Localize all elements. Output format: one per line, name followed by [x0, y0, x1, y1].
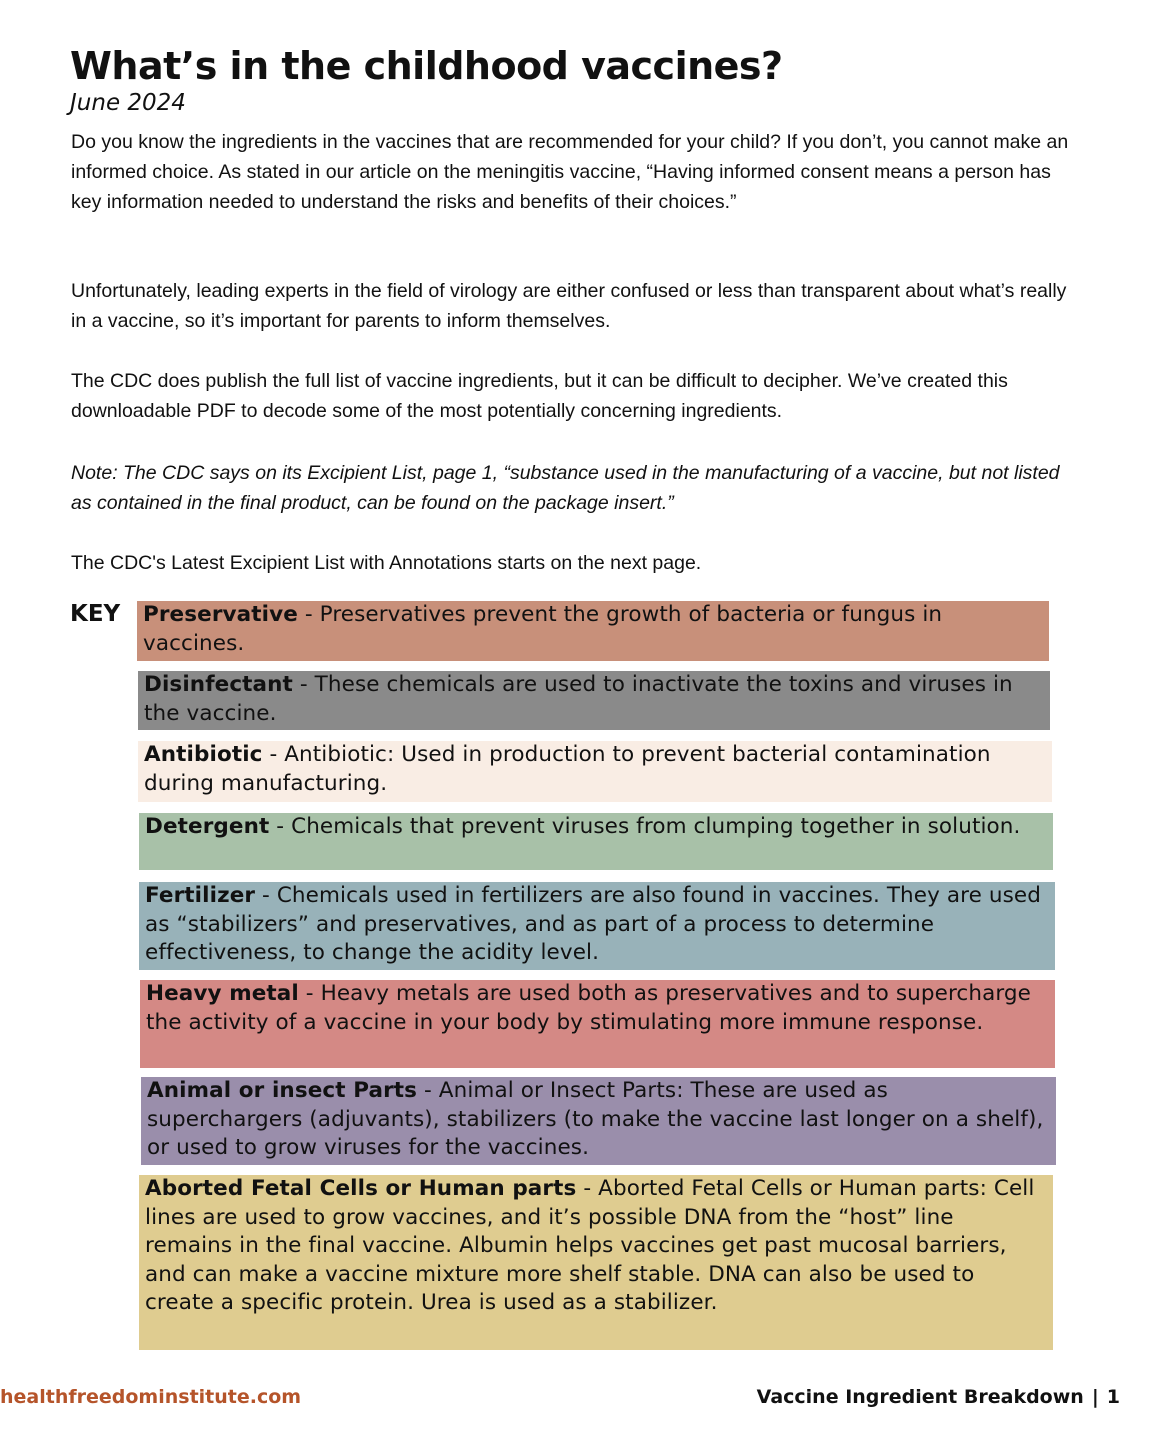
website-link[interactable]: healthfreedominstitute.com — [0, 1386, 302, 1408]
key-description: - Preservatives prevent the growth of bacteria or fungus in vaccines. — [143, 602, 943, 656]
key-description: - Antibiotic: Used in production to prevent bacterial contamination during manufacturing. — [144, 742, 991, 796]
page-title: What’s in the childhood vaccines? — [70, 44, 783, 88]
key-description: - Aborted Fetal Cells or Human parts: Cell lines are used to grow vaccines, and it’s possible DNA from the “host” line remains in the final vaccine. Albumin helps vaccines get past mucosal barriers, and can make a vaccine mixture more shelf stable. DNA can also be used to create a specific protein. Urea is used as a stabilizer. — [145, 1176, 1035, 1315]
key-term: Heavy metal — [146, 981, 299, 1006]
page-number: 1 — [1106, 1386, 1120, 1408]
note-paragraph: Note: The CDC says on its Excipient List, page 1, “substance used in the manufacturing of a vaccine, but not listed as contained in the final product, can be found on the package insert.” — [71, 462, 1060, 514]
key-item-antibiotic — [138, 741, 1052, 802]
key-item-heavy-metal — [140, 980, 1055, 1068]
key-item-fetal-cells-human-parts — [139, 1175, 1053, 1350]
key-term: Disinfectant — [144, 672, 293, 697]
cdc-paragraph: The CDC does publish the full list of vaccine ingredients, but it can be difficult to decipher. We’ve created this downloadable PDF to decode some of the most potentially concerning ingredients. — [71, 370, 1008, 422]
key-description: - Heavy metals are used both as preservatives and to supercharge the activity of a vaccine in your body by stimulating more immune response. — [146, 981, 1031, 1035]
key-item-detergent — [139, 813, 1053, 870]
next-page-paragraph: The CDC's Latest Excipient List with Annotations starts on the next page. — [71, 552, 702, 574]
footer-doc-title: Vaccine Ingredient Breakdown — [756, 1386, 1084, 1408]
footer-separator: | — [1091, 1386, 1099, 1408]
key-item-preservative — [137, 601, 1049, 661]
key-term: Antibiotic — [144, 742, 263, 767]
intro-paragraph: Do you know the ingredients in the vaccines that are recommended for your child? If you don’t, you cannot make an informed choice. As stated in our article on the meningitis vaccine, “Having informed consent means a person has key information needed to understand the risks and benefits of their choices.” — [71, 131, 1069, 213]
key-term: Fertilizer — [145, 883, 256, 908]
key-description: - These chemicals are used to inactivate the toxins and viruses in the vaccine. — [144, 672, 1013, 726]
key-item-fertilizer — [139, 882, 1055, 970]
key-term: Detergent — [145, 814, 270, 839]
key-item-animal-insect-parts — [141, 1077, 1056, 1165]
key-description: - Chemicals that prevent viruses from clumping together in solution. — [269, 814, 1021, 839]
key-label: KEY — [70, 601, 121, 627]
experts-paragraph: Unfortunately, leading experts in the field of virology are either confused or less than transparent about what’s really in a vaccine, so it’s important for parents to inform themselves. — [71, 280, 1067, 332]
key-item-disinfectant — [138, 671, 1050, 730]
key-term: Preservative — [143, 602, 298, 627]
publication-date: June 2024 — [70, 90, 186, 116]
footer-doc-info — [757, 1386, 1120, 1408]
key-description: - Animal or Insect Parts: These are used as superchargers (adjuvants), stabilizers (to make the vaccine last longer on a shelf), or used to grow viruses for the vaccines. — [147, 1078, 1044, 1160]
key-term: Aborted Fetal Cells or Human parts — [145, 1176, 577, 1201]
key-term: Animal or insect Parts — [147, 1078, 418, 1103]
key-description: - Chemicals used in fertilizers are also found in vaccines. They are used as “stabilizers” and preservatives, and as part of a process to determine effectiveness, to change the acidity level. — [145, 883, 1041, 965]
